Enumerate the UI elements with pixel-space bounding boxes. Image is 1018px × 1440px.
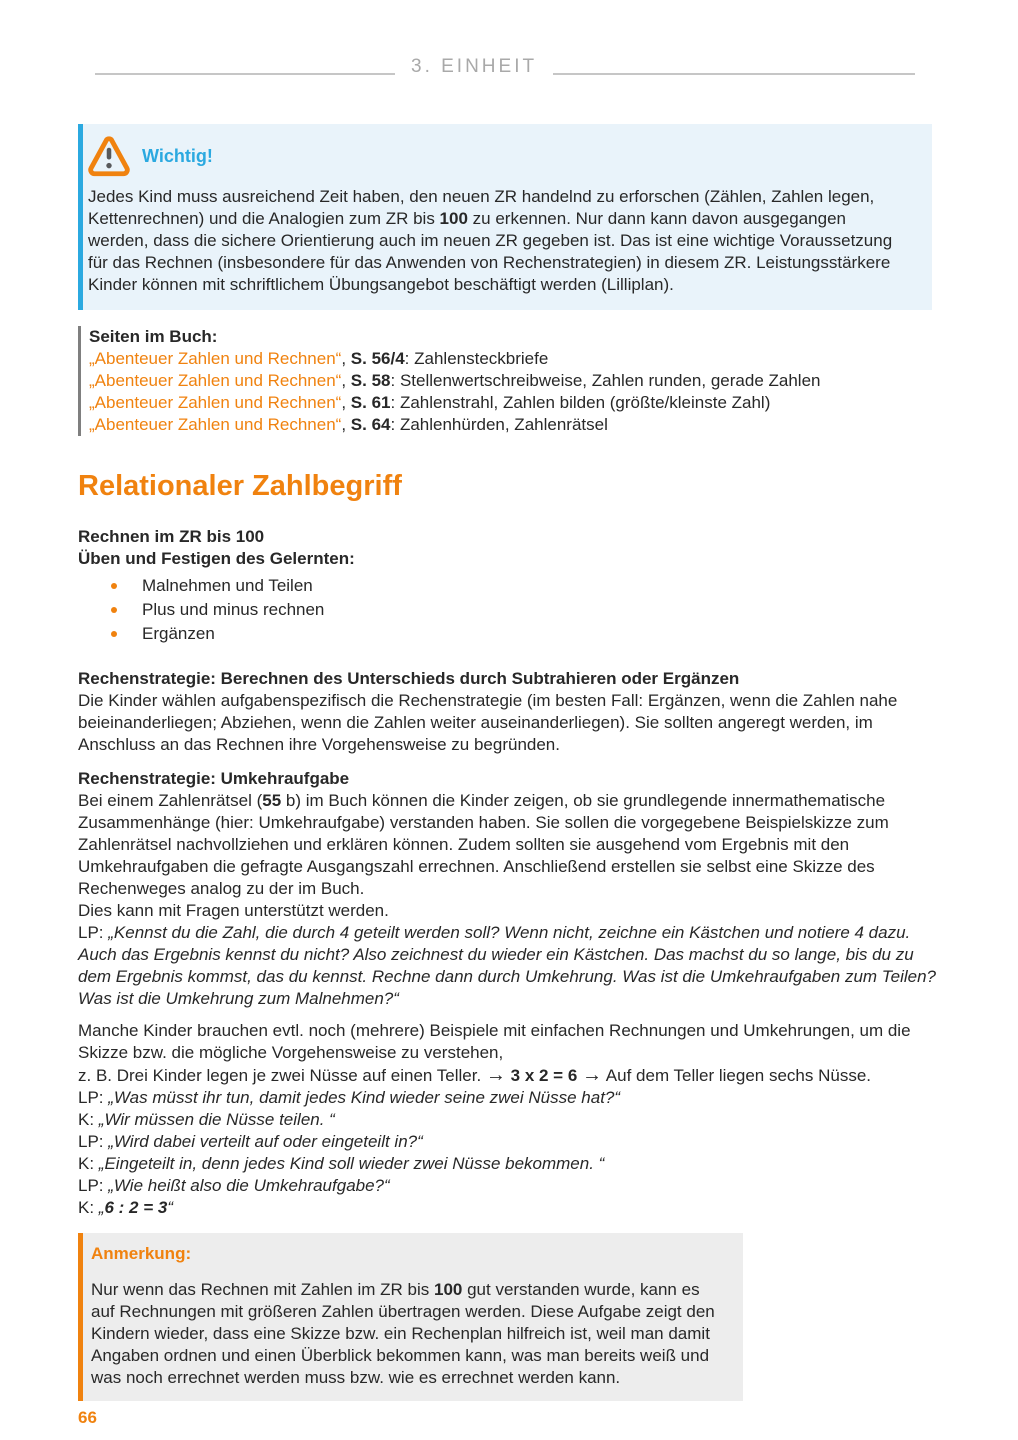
dialog-line: K: „6 : 2 = 3“: [78, 1198, 173, 1217]
dialog-line: LP: „Was müsst ihr tun, damit jedes Kind wieder seine zwei Nüsse hat?“: [78, 1088, 621, 1107]
dialog-line: LP: „Wird dabei verteilt auf oder eingeteilt in?“: [78, 1132, 423, 1151]
header-rule-left: [95, 73, 395, 75]
bullet-list: [78, 570, 938, 646]
list-item-label: Malnehmen und Teilen: [142, 576, 313, 595]
book-pages-title: Seiten im Buch:: [89, 327, 218, 346]
note-body-text: Nur wenn das Rechnen mit Zahlen im ZR bis 100 gut verstanden wurde, kann es auf Rechnungen mit größeren Zahlen übertragen werden. Diese Aufgabe zeigt den Kindern wieder, dass eine Skizze bzw. ein Rechenplan hilfreich ist, weil man damit Angaben ordnen und einen Überblick bekommen kann, was man bereits weiß und was noch errechnet werden muss bzw. wie es errechnet werden kann.: [91, 1280, 715, 1387]
strategy2-body: Bei einem Zahlenrätsel (55 b) im Buch können die Kinder zeigen, ob sie grundlegende innermathematische Zusammenhänge (hier: Umkehraufgabe) verstanden haben. Sie sollen die vorgegebene Beispielskizze zum Zahlenrätsel nachvollziehen und erklären können. Zudem sollten sie ausgehend vom Ergebnis mit den Umkehraufgaben die gefragte Ausgangszahl errechnen. Anschließend erstellen sie selbst eine Skizze des Rechenweges analog zu der im Buch.: [78, 791, 889, 898]
list-item-label: Ergänzen: [142, 624, 215, 643]
important-body-text: Jedes Kind muss ausreichend Zeit haben, den neuen ZR handelnd zu erforschen (Zählen, Zahlen legen, Kettenrechnen) und die Analogien zum ZR bis 100 zu erkennen. Nur dann kann davon ausgegangen werden, dass die sichere Orientierung auch im neuen ZR gegeben ist. Das ist eine wichtige Voraussetzung für das Rechnen (insbesondere für das Anwenden von Rechenstrategien) in diesem ZR. Leistungsstärkere Kinder können mit schriftlichem Übungsangebot beschäftigt werden (Lilliplan).: [88, 187, 893, 294]
strategy2-heading: Rechenstrategie: Umkehraufgabe: [78, 769, 350, 788]
example-equation-line: z. B. Drei Kinder legen je zwei Nüsse auf einen Teller. → 3 x 2 = 6 → Auf dem Teller liegen sechs Nüsse.: [78, 1064, 872, 1086]
strategy2-note: Dies kann mit Fragen unterstützt werden.: [78, 901, 389, 920]
note-title: Anmerkung:: [91, 1244, 192, 1263]
warning-triangle-icon: [88, 134, 130, 178]
dialog-line: LP: „Wie heißt also die Umkehraufgabe?“: [78, 1176, 390, 1195]
book-page-reference: „Abenteuer Zahlen und Rechnen“, S. 58: Stellenwertschreibweise, Zahlen runden, gerade Zahlen: [89, 371, 821, 390]
book-pages-section: [78, 326, 938, 436]
strategy1-body: Die Kinder wählen aufgabenspezifisch die Rechenstrategie (im besten Fall: Ergänzen, wenn die Zahlen nahe beieinanderliegen; Abziehen, wenn die Zahlen weiter auseinanderliegen). Sie sollten angeregt werden, im Anschluss an das Rechnen ihre Vorgehensweise zu begründen.: [78, 691, 898, 754]
list-item: [78, 574, 938, 598]
list-item-label: Plus und minus rechnen: [142, 600, 325, 619]
page-header: [95, 56, 915, 78]
page-content: [78, 124, 938, 1429]
book-page-reference: „Abenteuer Zahlen und Rechnen“, S. 61: Zahlenstrahl, Zahlen bilden (größte/kleinste Zahl): [89, 393, 771, 412]
important-title: Wichtig!: [142, 146, 213, 166]
subsection-heading-zr100: Rechnen im ZR bis 100: [78, 527, 265, 546]
teacher-quote: LP: „Kennst du die Zahl, die durch 4 geteilt werden soll? Wenn nicht, zeichne ein Kästchen und notiere 4 dazu. Auch das Ergebnis kennst du nicht? Also zeichnest du wieder ein Kästchen. Das machst du so lange, bis du zu dem Ergebnis kommst, das du kennst. Rechne dann durch Umkehrung. Was ist die Umkehraufgaben zum Teilen? Was ist die Umkehrung zum Malnehmen?“: [78, 923, 937, 1008]
dialog-line: K: „Wir müssen die Nüsse teilen. “: [78, 1110, 335, 1129]
section-title: Relationaler Zahlbegriff: [78, 470, 402, 502]
book-page-reference: „Abenteuer Zahlen und Rechnen“, S. 56/4: Zahlensteckbriefe: [89, 349, 549, 368]
unit-title: 3. EINHEIT: [411, 56, 538, 77]
bullet-icon: [111, 583, 117, 589]
important-callout-header: [88, 134, 910, 178]
bullet-icon: [111, 607, 117, 613]
book-page-reference: „Abenteuer Zahlen und Rechnen“, S. 64: Zahlenhürden, Zahlenrätsel: [89, 415, 608, 434]
subsection-heading-ueben: Üben und Festigen des Gelernten:: [78, 549, 355, 568]
list-item: [78, 598, 938, 622]
dialog-line: K: „Eingeteilt in, denn jedes Kind soll wieder zwei Nüsse bekommen. “: [78, 1154, 605, 1173]
page-number: 66: [78, 1408, 97, 1427]
important-callout: [78, 124, 932, 310]
header-rule-right: [553, 73, 915, 75]
bullet-icon: [111, 631, 117, 637]
note-callout: [78, 1233, 743, 1401]
examples-intro: Manche Kinder brauchen evtl. noch (mehrere) Beispiele mit einfachen Rechnungen und Umkehrungen, um die Skizze bzw. die mögliche Vorgehensweise zu verstehen,: [78, 1021, 911, 1062]
list-item: [78, 622, 938, 646]
strategy1-heading: Rechenstrategie: Berechnen des Unterschieds durch Subtrahieren oder Ergänzen: [78, 669, 740, 688]
